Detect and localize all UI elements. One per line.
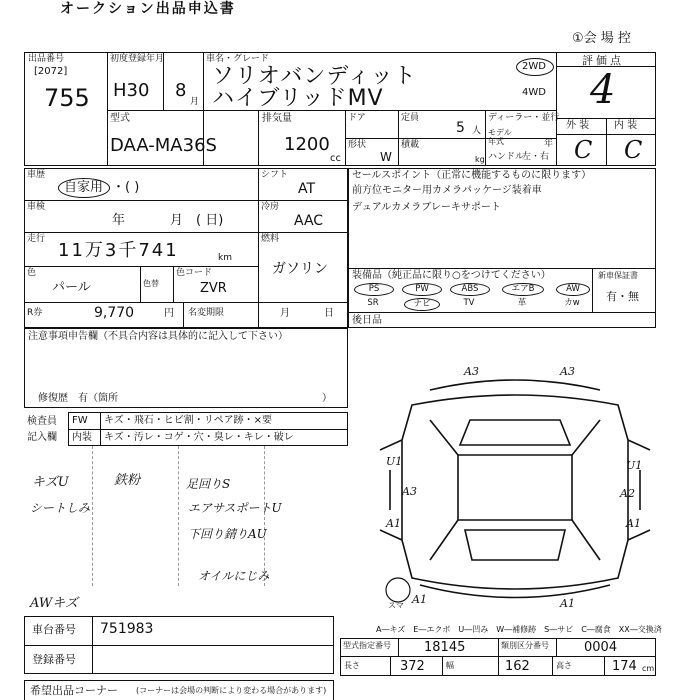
corner-label: 希望出品コーナー <box>30 684 118 697</box>
notes-label: 注意事項申告欄（不具合内容は具体的に記入して下さい） <box>28 331 288 342</box>
dealer-label: ディーラー・並行 <box>488 113 560 123</box>
inspection-year: 年 <box>112 213 126 228</box>
new-car-warranty-value: 有・無 <box>606 290 639 303</box>
repair-label: 修復歴 有（箇所 <box>38 393 118 404</box>
load-unit: kg <box>475 155 485 164</box>
new-car-warranty-label: 新車保証書 <box>598 271 638 280</box>
damage-u1-right: U1 <box>626 459 643 472</box>
lot-number: 755 <box>44 84 90 112</box>
first-reg-month: 8 <box>175 80 187 101</box>
hand-note-4: オイルにじみ <box>198 569 270 583</box>
color-code-label: 色コード <box>176 268 213 278</box>
damage-a1-right: A1 <box>626 517 641 530</box>
shape-value: W <box>380 150 392 164</box>
form-title: オークション出品申込書 <box>60 1 236 17</box>
equip-abs: ABS <box>450 283 490 296</box>
grade-score: 4 <box>590 67 616 113</box>
handle-label: ハンドル <box>488 152 525 162</box>
lot-label: 出品番号 <box>28 54 65 64</box>
displacement-label: 排気量 <box>262 113 292 124</box>
interior-check-label: 内装 <box>72 432 92 443</box>
equip-aw: AW <box>556 283 590 296</box>
sales-point-line2: デュアルカメラブレーキサポート <box>352 202 501 213</box>
history-label: 車歴 <box>27 170 46 180</box>
damage-a2-right: A2 <box>620 487 635 500</box>
model-name-line1: ソリオバンディット <box>212 64 417 89</box>
recycle-value: 9,770 <box>94 305 135 321</box>
equip-tv: TV <box>463 298 475 308</box>
spare-label: スマ <box>388 601 404 610</box>
equip-navi: ナビ <box>404 298 440 311</box>
recycle-unit: 円 <box>164 308 174 319</box>
color-label: 色 <box>27 268 37 278</box>
tax-day: 日 <box>324 308 334 319</box>
frame-value: 751983 <box>100 621 154 637</box>
interior-grade: C <box>624 136 643 164</box>
exterior-label: 外 装 <box>566 120 590 131</box>
model-name-line2: ハイブリッドMV <box>212 86 384 111</box>
capacity-label: 定員 <box>401 113 420 123</box>
checker-label-2: 記入欄 <box>27 432 57 443</box>
type-number-label: 型式指定番号 <box>343 641 391 650</box>
interior-label: 内 装 <box>614 120 638 131</box>
drive-selected: 2WD <box>522 61 546 72</box>
inspection-label: 車検 <box>27 202 46 212</box>
history-rest: ・( ) <box>112 180 140 195</box>
tax-month: 月 <box>280 308 290 319</box>
sales-point-line1: 前方位モニター用カメラパッケージ装着車 <box>352 185 542 196</box>
fuel-value: ガソリン <box>272 261 328 277</box>
damage-u1-left: U1 <box>386 455 403 468</box>
hand-note-5: AWキズ <box>30 596 78 611</box>
hand-note-1a: キズU <box>32 475 69 490</box>
equip-sr: SR <box>367 298 379 308</box>
color-change-label: 色替 <box>143 279 159 288</box>
height-value: 174 <box>612 659 637 674</box>
checker-label-1: 検査員 <box>27 416 57 427</box>
tax-label: 名変期限 <box>188 308 225 318</box>
damage-legend: A―キズ E―エクボ U―凹み W―補修跡 S―サビ C―腐食 XX―交換済 <box>376 625 662 634</box>
equip-airbag: エアB <box>502 283 544 296</box>
load-label: 積載 <box>401 140 420 150</box>
shift-label: シフト <box>261 170 289 180</box>
color-code-value: ZVR <box>200 281 227 296</box>
grade-label: 評価点 <box>582 54 624 67</box>
width-label: 幅 <box>446 661 454 670</box>
inspection-month: 月 <box>170 213 184 228</box>
handle-options: 左・右 <box>522 152 550 162</box>
capacity-value: 5 <box>456 120 465 136</box>
hand-note-3: 下回り錆りAU <box>188 527 267 541</box>
damage-a1-bottom-right: A1 <box>560 597 575 610</box>
hand-note-2b: エアサスポートU <box>188 501 282 515</box>
first-reg-month-unit: 月 <box>190 97 200 107</box>
damage-a1-bottom-left: A1 <box>412 593 427 606</box>
mileage-unit: km <box>218 253 232 263</box>
displacement-value: 1200 <box>284 134 330 155</box>
width-value: 162 <box>505 659 530 674</box>
recycle-label: R券 <box>27 308 43 318</box>
model-type-label: 型式 <box>110 113 130 124</box>
inspection-day: ( 日) <box>196 213 224 228</box>
drive-other: 4WD <box>522 87 546 98</box>
capacity-unit: 人 <box>472 126 482 136</box>
type-number-value: 18145 <box>424 640 466 655</box>
fw-label: FW <box>72 415 88 426</box>
interior-check-items: キズ・汚レ・コゲ・穴・臭レ・キレ・破レ <box>104 432 294 443</box>
equip-other: カw <box>564 298 580 308</box>
model-year-label: モデル年式 <box>488 128 512 146</box>
first-reg-year: H30 <box>113 80 150 101</box>
class-number-value: 0004 <box>584 640 618 655</box>
damage-a3-mid: A3 <box>402 485 417 498</box>
first-reg-label: 初度登録年月 <box>110 54 165 64</box>
length-value: 372 <box>400 659 425 674</box>
color-value: パール <box>52 280 91 295</box>
repair-close: ） <box>322 393 332 404</box>
fuel-label: 燃料 <box>261 234 280 244</box>
class-number-label: 類別区分番号 <box>501 641 549 650</box>
cooling-label: 冷房 <box>261 202 280 212</box>
model-name-label: 車名・グレード <box>206 54 270 64</box>
equip-leather: 革 <box>517 298 527 308</box>
shape-label: 形状 <box>348 140 367 150</box>
corner-note: (コーナーは会場の判断により変わる場合があります) <box>136 686 327 695</box>
height-unit: cm <box>642 664 655 673</box>
mileage-value: 11万3千741 <box>58 240 179 261</box>
lot-code: [2072] <box>34 66 68 77</box>
height-label: 高さ <box>556 661 572 670</box>
fw-items: キズ・飛石・ヒビ割・リペア跡・×要 <box>104 415 272 426</box>
frame-label: 車台番号 <box>32 623 76 636</box>
length-label: 長さ <box>344 661 360 670</box>
reg-label: 登録番号 <box>32 653 76 666</box>
copy-label: ①会 場 控 <box>572 31 631 46</box>
shift-value: AT <box>298 181 316 197</box>
hand-note-1c: 足回りS <box>186 477 231 491</box>
sales-point-label: セールスポイント（正常に機能するものに限ります） <box>352 170 592 181</box>
hand-note-1b: 鉄粉 <box>114 473 141 488</box>
after-parts-label: 後日品 <box>352 315 382 326</box>
exterior-grade: C <box>574 136 593 164</box>
history-selected: 自家用 <box>64 180 104 195</box>
cooling-value: AAC <box>294 213 324 229</box>
hand-note-2a: シートしみ <box>30 501 91 515</box>
door-label: ドア <box>348 113 366 123</box>
equip-ps: PS <box>354 283 394 296</box>
damage-a3-right: A3 <box>560 365 575 378</box>
displacement-unit: cc <box>330 153 341 164</box>
model-year-unit: 年 <box>544 139 554 149</box>
equip-pw: PW <box>402 283 442 296</box>
damage-a3-left: A3 <box>464 365 479 378</box>
mileage-label: 走行 <box>27 234 46 244</box>
equipment-label: 装備品（純正品に限り○をつけてください） <box>352 270 551 281</box>
model-type-value: DAA-MA36S <box>110 135 217 156</box>
damage-a1-left: A1 <box>386 517 401 530</box>
